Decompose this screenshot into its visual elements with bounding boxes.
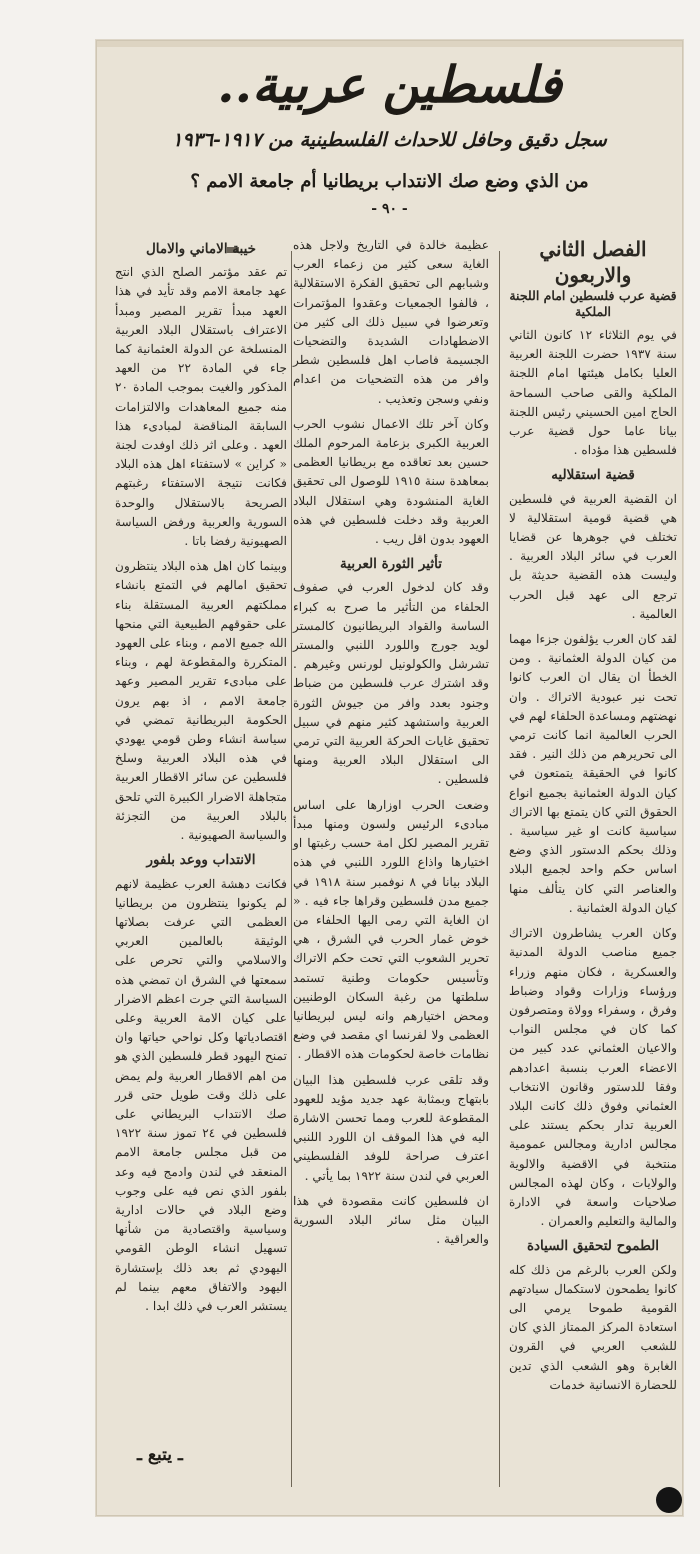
paragraph: عظيمة خالدة في التاريخ ولاجل هذه الغاية سعى كثير من زعماء العرب وشبابهم الى تحقيق الفكرة الاستقلالية ، فالفوا الجمعيات وعقدوا المؤتمرات وتعرضوا في سبيل ذلك الى كثير من الاضطهادات الشديدة والتضحيات الجسيمة فاصاب اهل فلسطين شطر وافر من هذه التضحيات من اعدام ونفي وسجن وتعذيب .: [293, 238, 489, 406]
paragraph: وضعت الحرب اوزارها على اساس مبادىء الرئيس ولسون ومنها مبدأ تقرير المصير لكل امة حسب رغبتها او اختيارها واذاع اللورد اللنبي في هذه البلاد بيانا في ٨ نوفمبر سنة ١٩١٨ في جميع مدن فلسطين وقراها جاء فيه . « ان الغاية التي رمى اليها الحلفاء من خوض غمار الحرب في الشرق ، هي تحرير الشعوب التي تحت حكم الاتراك وتأسيس حكومات وطنية تستمد سلطتها من رغبة السكان الوطنيين ومحض اختيارهم وانه ليس لبريطانيا العظمى ولا لفرنسا اي مقصد في وضع نظامات خاصة لحكومات هذه الاقطار .: [293, 797, 489, 1062]
column-right: [509, 236, 677, 1401]
paragraph: في يوم الثلاثاء ١٢ كانون الثاني سنة ١٩٣٧ حضرت اللجنة العربية العليا بكامل هيئتها امام اللجنة الملكية والقى صاحب السماحة الحاج امين الحسيني رئيس اللجنة بيانا عاما حول قضية عرب فلسطين هذا مؤداه .: [509, 328, 677, 458]
section-heading: الطموح لتحقيق السيادة: [526, 1238, 660, 1255]
article-subtitle: سجل دقيق وحافل للاحداث الفلسطينية من ١٩١٧-١٩٣٦: [172, 129, 607, 151]
paragraph: ولكن العرب بالرغم من ذلك كله كانوا يطمحون لاستكمال سيادتهم القومية طموحا يرمي الى استعادة المركز الممتاز الذي كان للشعب العربي في القرون الغابرة وهو الشعب الذي تدين للحضارة الانسانية خدمات: [509, 1262, 677, 1392]
paragraph: وبينما كان اهل هذه البلاد ينتظرون تحقيق امالهم في التمتع بانشاء مملكتهم العربية المستقلة بناء على حقوقهم الطبيعية التي منحها الله جميع الامم ، وبناء على العهود المتكررة والمقطوعة لهم ، وبناء على مبادىء تقرير المصير وعهد جامعة الامم ، اذ بهم يرون الحكومة البريطانية تمضي في سياسة انشاء وطن قومي يهودي في هذه البلاد العربية وسلخ فلسطين عن سائر الاقطار العربية متجاهلة الاضرار الكبيرة التي تلحق بالبلاد العربية من التجزئة والسياسة الصهيونية .: [115, 559, 287, 843]
section-heading: قضية استقلاليه: [551, 467, 635, 484]
article-issue-number: - ٩٠ -: [371, 201, 408, 217]
section-heading: خيبة الاماني والامال: [145, 241, 257, 257]
paragraph: ان القضية العربية في فلسطين هي قضية قومية استقلالية لا تختلف في جوهرها عن قضايا العرب في سائر البلاد العربية . وليست هذه القضية حديثة بل ترجع الى عهد قبل الحرب العالمية .: [509, 491, 677, 621]
chapter-subtitle: قضية عرب فلسطين امام اللجنة الملكية: [509, 288, 677, 319]
paragraph: ان فلسطين كانت مقصودة في هذا البيان مثل سائر البلاد السورية والعراقية .: [293, 1193, 489, 1247]
section-heading: الانتداب ووعد بلفور: [146, 852, 256, 869]
column-middle: [293, 236, 489, 1255]
paragraph: فكانت دهشة العرب عظيمة لانهم لم يكونوا ينتظرون من بريطانيا العظمى التي عرفت بصلاتها الوثيقة بالعالمين العربي والاسلامي والتي تحرص على سمعتها في الشرق ان تمضي هذه السياسة التي جرت اعظم الاضرار على كيان الامة العربية وعلى اقتصادياتها وكل نواحي حياتها وان تمنح اليهود قطر فلسطين الذي هو من اهم الاقطار العربية ولم يمض على ذلك وقت طويل حتى قرر صك الانتداب البريطاني على فلسطين في ٢٤ تموز سنة ١٩٢٢ من قبل مجلس جامعة الامم المنعقد في لندن وادمج فيه وعد بلفور الذي نص فيه على وجوب وضع البلاد في حالات ادارية وسياسية واقتصادية من شأنها تسهيل انشاء الوطن القومي اليهودي ثم بعد ذلك بإستشارة اليهود والاتفاق معهم بينما لم يستشر العرب في ذلك ابدا .: [115, 876, 287, 1313]
paragraph: تم عقد مؤتمر الصلح الذي انتج عهد جامعة الامم وقد تأيد في هذا العهد مبدأ تقرير المصير ومبدأ الاعتراف باستقلال البلاد العربية المنسلخة عن الدولة العثمانية كما جاء في المادة ٢٢ من العهد المذكور والغيت بموجب المادة ٢٠ منه جميع المعاهدات والالتزامات السابقة المناقضة لمبادىء هذا العهد . وعلى اثر ذلك اوفدت لجنة « كراين » لاستفتاء اهل هذه البلاد فكانت نتيجة الاستفتاء رغبتهم الصريحة بالاستقلال والوحدة السورية والعربية ورفض السياسة الصهيونية رفضا باتا .: [115, 265, 287, 549]
to-be-continued: ـ يتبع ـ: [137, 1445, 183, 1465]
paragraph: وكان آخر تلك الاعمال نشوب الحرب العربية الكبرى بزعامة المرحوم الملك حسين بعد تعاقده مع بريطانيا العظمى بمعاهدة سنة ١٩١٥ للوصول الى تحقيق الغاية المنشودة وهي استقلال البلاد العربية وقد دخلت فلسطين في هذه العهود بدون اقل ريب .: [293, 416, 489, 547]
column-divider: [291, 251, 292, 1487]
punch-hole: [656, 1487, 682, 1513]
paragraph: وكان العرب يشاطرون الاتراك جميع مناصب الدولة المدنية والعسكرية ، فكان منهم وزراء ورؤساء وزارات وقواد وضباط وفرق ، وسفراء وولاة ومتصرفون كما كان في مجلس النواب والاعيان العثماني عدد كبير من الاعضاء العرب بنسبة اعدادهم وفقا للدستور وقانون الانتخاب العثماني وفوق ذلك كانت البلاد العربية تدار بحكم يستند على مجالس ادارية ومجالس عمومية منتخبة في الاقضية والالوية والولايات ، وكان لهذه المجالس صلاحيات واسعة في الادارة والمالية والتعليم والعمران .: [509, 926, 677, 1229]
paragraph: لقد كان العرب يؤلفون جزءا مهما من كيان الدولة العثمانية . ومن الخطأ ان يقال ان العرب كانوا تحت نير عبودية الاتراك . وان نهضتهم ومساعدة الحلفاء لهم في الحرب العالمية انما كانت ترمي الى تحريرهم من ذلك النير . فقد كانوا في الحقيقة يتمتعون في كيان الدولة العثمانية بجميع انواع الحقوق التي كان يتمتع بها الاتراك سياسية كانت او غير سياسية . وذلك بحكم الدستور الذي وضع اساس حكم واحد لجميع البلاد والعناصر التي كان يتألف منها كيان الدولة العثمانية .: [509, 632, 677, 915]
column-divider: [499, 251, 500, 1487]
paragraph: وقد كان لدخول العرب في صفوف الحلفاء من التأثير ما صرح به كبراء الساسة والقواد البريطانيون كالمستر لويد جورج واللورد اللنبي والمستر تشرشل والكولونيل لورنس وغيرهم . وقد اشترك عرب فلسطين من ضباط وجنود بعدد وافر من جيوش الثورة العربية واستشهد كثير منهم في سبيل تحقيق غايات الحركة العربية التي ترمي الى استقلال البلاد العربية ومنها فلسطين .: [293, 580, 489, 787]
article-question-headline: من الذي وضع صك الانتداب بريطانيا أم جامعة الامم ؟: [190, 171, 589, 192]
article-title: فلسطين عربية..: [217, 55, 562, 114]
paragraph: وقد تلقى عرب فلسطين هذا البيان بابتهاج وبمثابة عهد جديد مؤيد للعهود المقطوعة للعرب ومما تحسن الاشارة اليه في هذا الموقف ان اللورد اللنبي اعترف صراحة للوفد الفلسطيني العربي في لندن سنة ١٩٢٢ بما يأتي .: [293, 1072, 489, 1183]
column-left: [115, 236, 287, 1322]
section-heading: تأثير الثورة العربية: [340, 556, 442, 573]
newspaper-clipping: [96, 40, 683, 1516]
chapter-title: الفصل الثاني والاربعون: [539, 237, 647, 287]
